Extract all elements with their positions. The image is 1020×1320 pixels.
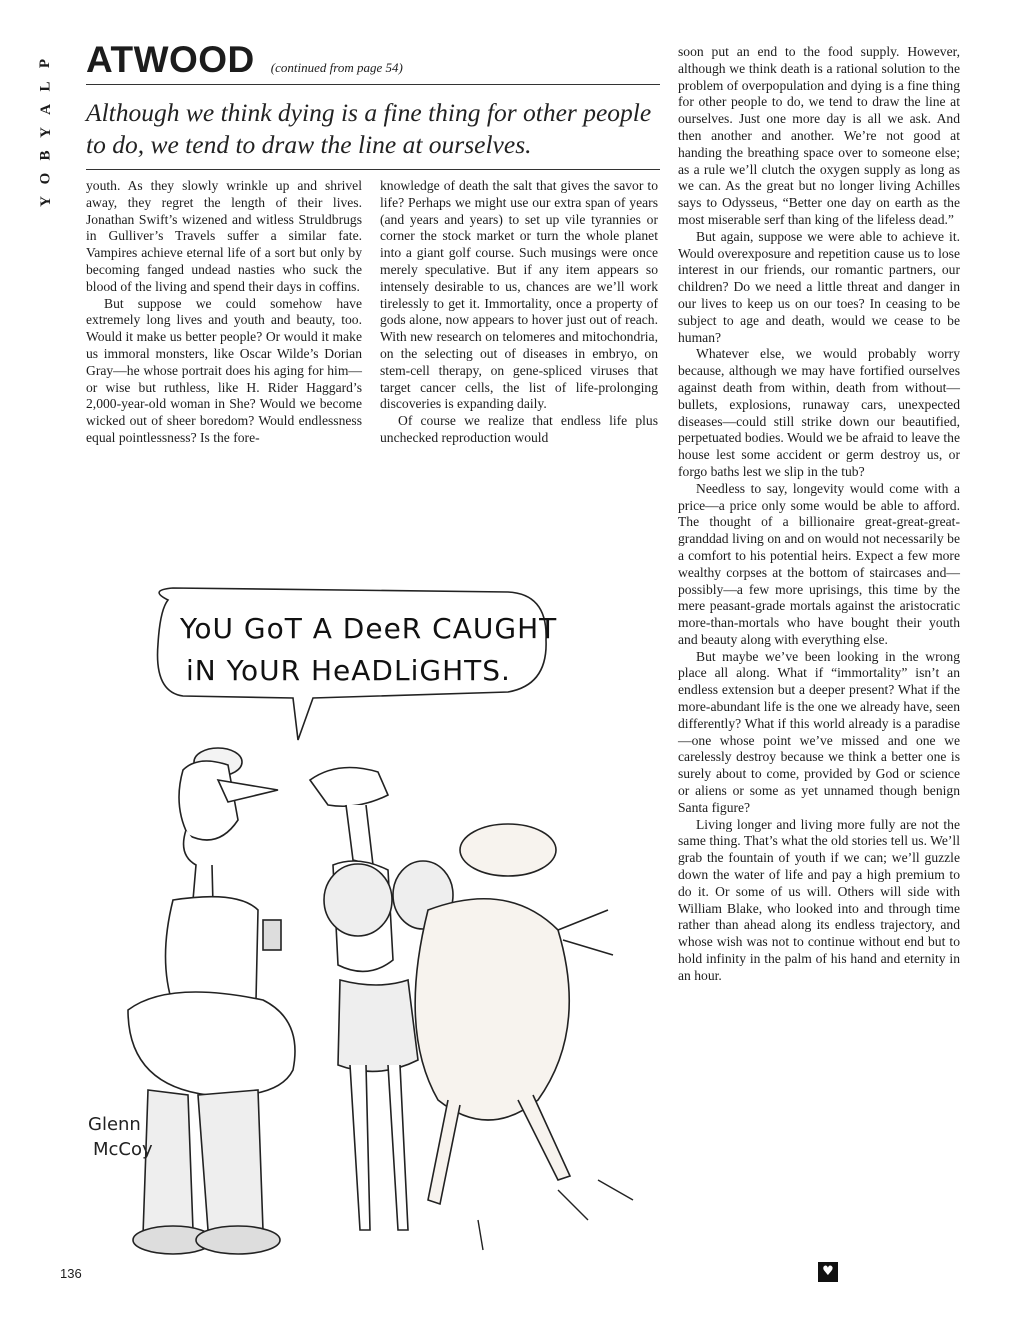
paragraph: youth. As they slowly wrinkle up and shrivel away, they regret the length of their lives. Jonathan Swift’s wizened and witless Struldbrugs in Gulliver’s Travels suffer a similar fate. Vampires achieve eternal life of a sort but only by becoming fanged undead nasties who suck the blood of the living and spend their days in coffins. <box>86 178 362 294</box>
logo-letter: Y <box>37 196 54 207</box>
paragraph: But suppose we could somehow have extremely long lives and youth and beauty, too. Would it make us better people? Or would it make us immoral monsters, like Oscar Wilde’s Dorian Gray—he whose portrait does his aging for him—or wise but ruthless, like H. Rider Haggard’s 2,000-year-old woman in She? Would we become wicked out of sheer boredom? Would endlessness equal pointlessness? Is the fore- <box>86 295 362 445</box>
title-row <box>86 40 660 80</box>
logo-letter: L <box>37 81 54 92</box>
continued-note: (continued from page 54) <box>270 60 403 75</box>
artist-signature-line1: Glenn <box>88 1114 141 1135</box>
text-column-3 <box>678 44 960 985</box>
paragraph: Whatever else, we would probably worry because, although we may have fortified ourselves against death from within, death from without—bullets, explosions, runaway cars, unexpected diseases—could still strike down our beautified, perpetuated bodies. Would we be afraid to leave the house lest some accident or germ destroy us, or forgo baths lest we slip in the tub? <box>678 346 960 479</box>
motion-lines <box>478 1180 633 1250</box>
paragraph: Of course we realize that endless life plus unchecked reproduction would <box>380 413 658 445</box>
paragraph: knowledge of death the salt that gives the savor to life? Perhaps we might use our extra span of years (and years and years) to set up vile tyrannies or corner the stock market or turn the whole planet into a giant golf course. Such musings were once merely speculative. But if any item appears so intensely desirable to us, chances are we’ll work tirelessly to get it. Immortality, once a property of gods alone, now appears to hover just out of reach. With new research on telomeres and mitochondria, on the selecting out of diseases in embryo, on stem-cell therapy, on gene-spliced viruses that target cancer cells, the list of life-prolonging discoveries is expanding daily. <box>380 178 658 412</box>
pull-quote: Although we think dying is a fine thing for other people to do, we tend to draw the line at ourselves. <box>86 98 652 159</box>
logo-letter: A <box>37 104 54 115</box>
cartoon-illustration <box>88 580 658 1280</box>
end-mark-icon: ♥ <box>818 1262 838 1282</box>
deck-rule <box>86 169 660 170</box>
logo-letter: Y <box>37 127 54 138</box>
paragraph: Living longer and living more fully are not the same thing. That’s what the old stories tell us. We’ll grab the fountain of youth if we can; we’ll guzzle down the water of life and pay a high premium to do it. Or some of us will. Others will side with William Blake, who looked into and through time rather than ahead along its endless trajectory, and whose wish was not to continue without end but to hold infinity in the palm of his hand and eternity in an hour. <box>678 816 960 983</box>
artist-signature-line2: McCoy <box>93 1139 153 1160</box>
paragraph: soon put an end to the food supply. However, although we think death is a rational solution to the problem of overpopulation and dying is a fine thing for other people to do, we tend to draw the line at ourselves. Just one more day is all we ask. And then another and another. We’re not good at handing the breathing space over to someone else; as a rule we’ll clutch the oxygen supply as long as we can. As the great but no longer living Achilles says to Odysseus, “Better one day on earth as the most miserable serf than king of the lifeless dead.” <box>678 44 960 227</box>
bubble-caption-line1: YoU GoT A DeeR CAUGHT <box>180 612 558 645</box>
text-column-2 <box>380 178 658 447</box>
man-figure <box>128 748 295 1254</box>
paragraph: But again, suppose we were able to achieve it. Would overexposure and repetition cause us to lose interest in our friends, our romantic partners, our children? Do we need a little threat and danger in our lives to keep us on our toes? In ceasing to be subject to age and death, would we cease to be human? <box>678 228 960 345</box>
header-rule <box>86 84 660 85</box>
logo-letter: O <box>37 172 54 185</box>
paragraph: But maybe we’ve been looking in the wrong place all along. What if “immortality” isn’t an endless extension but a deeper present? What if the more-abundant life is the one we already have, seen differently? What if this world already is a paradise—one whose point we’ve missed and one we carelessly destroy because we think a better one is surely about to come, provided by God or science or aliens or some as yet unnamed though benign Santa figure? <box>678 648 960 815</box>
logo-letter: B <box>37 150 54 161</box>
bubble-caption-line2: iN YoUR HeADLiGHTS. <box>186 654 511 687</box>
text-column-1 <box>86 178 362 447</box>
page-number: 136 <box>60 1266 82 1281</box>
logo-letter: P <box>37 58 54 69</box>
paragraph: Needless to say, longevity would come with a price—a price only some would be able to afford. The thought of a billionaire great-great-great-granddad living on and on would not necessarily be a comfort to his potential heirs. Expect a few more wealthy corpses at the bottom of staircases and—possibly—a few more uprisings, this time by the mere peasant-grade mortals against the aristocratic more-than-mortals who have bought their youth and beauty along with everything else. <box>678 480 960 647</box>
article-title: ATWOOD <box>86 39 255 80</box>
article-header <box>86 40 660 170</box>
vertical-magazine-logo <box>34 52 58 213</box>
